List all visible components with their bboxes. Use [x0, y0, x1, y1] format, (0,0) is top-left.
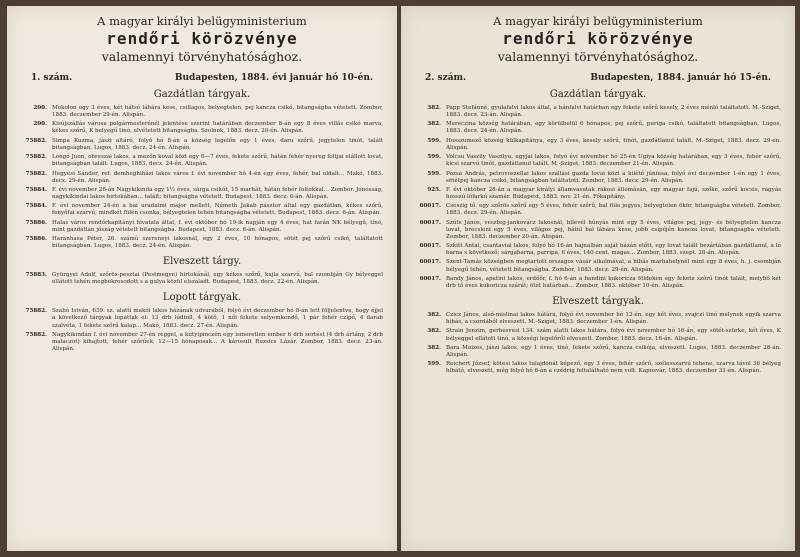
entry-text: Longó Juon, obreszai lakos, a mezőn koval közt egy 6—7 éves, fekete szőrű, hátán fehér nyereg foltjai elállott lovat, bitangságban talált. Lugos, 1883. decz. 24-én. Alispán.	[52, 154, 383, 168]
entry-number: 200.	[33, 105, 47, 111]
section-title: Gazdátlan tárgyak.	[153, 89, 251, 100]
entry-text: Gyürgyei Adolf, szőrös-pesztai (Pestmegye) birtokánál, egy kékes szőrű, kajla szarvú, bal czombján Gy bélyeggel ellátott tehén megbokrosodott s a gulya közül elszaladt. Budapest, 1883. decz. 22-én. Alispán.	[52, 272, 383, 286]
notice-entry	[21, 203, 383, 217]
entry-text: Mereczina község határában, egy körülbelül 6 hónapos, pej szőrű, puriga csikó, találtatott bitangságban. Lugos, 1883. decz. 24-én. Alispán.	[446, 121, 781, 135]
entry-number: 75882.	[25, 308, 47, 315]
issue-number: 1. szám.	[31, 73, 73, 83]
issue-meta	[425, 73, 771, 83]
issue-date: Budapesten, 1884. január hó 15-én.	[590, 73, 771, 83]
entry-number: 599.	[427, 137, 441, 144]
entry-number: 925.	[427, 186, 441, 193]
issue-date: Budapesten, 1884. évi január hó 10-én.	[174, 73, 373, 83]
notice-entry	[415, 361, 781, 375]
entry-text: Volcsu Vaszily Vaszilyu, ugyjai lakos, folyó évi november hó 25-én Ugiya község határában, egy 3 éves, fehér szőrű, kicsi szarvú tinót, gazdátlanul talált. M.-Sziget, 1883. deczember 21-én. Alispán.	[446, 154, 781, 168]
notice-entry	[415, 328, 781, 342]
entry-text: F. évi november 24-én a bai uradalmi major mellett, Németh Jakab pásztor által egy gazdátlan, kékes szőrű, fenyőfai szarvú, mindkét fülén csonka, bélyegtelen tehén bitangságba vétetett. Budapest, 1883. decz. 6-án. Alispán.	[52, 203, 383, 217]
ministry-line: A magyar királyi belügyministerium	[97, 14, 307, 28]
entry-number: 382.	[427, 328, 441, 335]
circular-page-1	[7, 6, 397, 551]
entry-number: 75886.	[25, 219, 47, 226]
notice-entry	[415, 243, 781, 257]
entry-text: Szent-Tamás községben megtartott országos vásár alkalmával, a hibás marhahelynél mint egy 8 éves, h. j. csombján bélyegű tehén, vétetett bitangságba. Zombor, 1883. decz. 29-én. Alispán.	[446, 259, 781, 273]
entry-text: Kisújszállás városa polgármesterénél jelentése szerint határában deczember 8-án egy 8 éves villás csikó marva, kékes szőrű, K belyegű tinó, elvétetett bitangságba. Szolnok, 1883. decz. 29-én. Alispán.	[52, 121, 383, 135]
notice-entry	[21, 171, 383, 185]
entry-number: 200.	[33, 121, 47, 128]
entry-number: 382.	[427, 344, 441, 351]
entry-number: 382.	[427, 105, 441, 111]
entry-text: Haranhasa Péter, 26. számú szereneyi lakosnál, egy 2 éves, 10 hónapos, sötét pej szőrű csikó, találtatott bitangságban. Lugos, 1883. decz. 24-én. Alispán.	[52, 236, 383, 250]
notice-entry	[21, 138, 383, 152]
notice-entry	[415, 154, 781, 168]
entry-text: Reichert József, kötesi lakos tulajdonát képező, egy 3 éves, fehér szőrű, szélesszarvú tehene, szarva távol 36 bélyeg hibátó, elveszett, még folyó hó 6-án a czédrig feltalálható nem volt. Kaposvár, 1883. deczember 31-én. Alispán.	[446, 361, 781, 375]
entry-text: Cseszig tő. egy szőrös szőrű egy 5 éves, fehér szőrű, bal füle jegyes, belyegtelen ökör, bitangságba vétetett. Zombor, 1883. decz. 29-én. Alispán.	[446, 203, 781, 217]
entry-number: 75882.	[25, 170, 47, 177]
entry-number: 75882.	[25, 137, 47, 144]
entry-text: Simpa Kuzma, jászi altáró, folyó hó 8-án a község legelőn egy 1 éves, daru szőrű, jegytelen tinót, talált bitangságban. Lugos, 1883. decz. 24-én. Alispán.	[52, 137, 383, 151]
notice-entry	[21, 272, 383, 286]
notice-entry	[21, 105, 383, 119]
notice-entry	[21, 236, 383, 250]
notice-entry	[415, 345, 781, 359]
notice-entry	[415, 138, 781, 152]
section-title: Elveszett tárgyak.	[552, 296, 644, 308]
entry-number: 75883.	[25, 272, 47, 279]
notice-entry	[415, 276, 781, 290]
notice-body	[401, 89, 795, 375]
notice-entry	[415, 105, 781, 119]
entry-text: Bara Moizes, jászi lakos, egy 1 éves, tinó, fekete szőrű, kancza csikója, elveszett. Lugos, 1883. deczember 28-án. Alispán.	[446, 344, 781, 358]
circular-title: rendőri körözvénye	[502, 29, 694, 48]
addressee-line: valamennyi törvényhatósághoz.	[101, 49, 303, 64]
entry-number: 60017.	[419, 243, 441, 250]
page-header	[7, 15, 397, 65]
entry-text: Szűts János, veszteg-jankovácz lakosnál, bilevél húnyás mint egy 5 éves, világos pej, jegy- és bélyegtelen kancza lovat, brecsleni egy 5 éves, világos pej, hátul bal lábára kese, jobb csípőjén kancza lovat, bitangságba vétetett. Zombor, 1883. deczember 20-án. Alispán.	[446, 219, 781, 240]
entry-number: 382.	[427, 121, 441, 128]
entry-text: Halas város rendőrkapitányi hivatala által, f. évi október hó 19-ik napján egy 4 éves, hat farán NK bélyegű, tinó, mint gazdátlan jószág vétetett bitangságba. Budapest, 1883. decz. 6-án. Alispán.	[52, 219, 383, 233]
notice-entry	[21, 220, 383, 234]
notice-entry	[21, 308, 383, 329]
notice-entry	[415, 259, 781, 273]
notice-entry	[21, 121, 383, 135]
entry-number: 599.	[427, 154, 441, 161]
entry-text: F. évi november 26-án Nagykikinda egy 1½ éves, sárga csikót, 15 marhát, hátán fehér foltokkal... Zombor. Jónosság, nagykikindai lakos birtokában... talált; bitangságba vétetett. Budapest, 1883. decz. 6-án. Alispán.	[52, 186, 383, 200]
notice-entry	[415, 171, 781, 185]
section-title: Elveszett tárgy.	[162, 256, 242, 268]
entry-number: 60017.	[419, 203, 441, 210]
entry-text: Hosszumező község külkapitánya, egy 3 éves, kesely szőrű, tinót, gazdátlanul talált. M.-Sziget, 1883. decz. 29-én. Alispán.	[446, 137, 781, 151]
entry-number: 60017.	[419, 219, 441, 226]
entry-text: Pozsa András, petrovoszellai lakos szállási gazda lovai közt a kilétő júniusa, folyó évi deczember 1-én egy 1 éves, sötétpej kancza csikó, bitangságban találtatott. Zombor, 1883. decz. 29-én. Alispán.	[446, 170, 781, 184]
notice-entry	[21, 187, 383, 201]
notice-entry	[415, 312, 781, 326]
notice-entry	[415, 121, 781, 135]
addressee-line: valamennyi törvényhatósághoz.	[497, 49, 699, 64]
notice-entry	[415, 187, 781, 201]
entry-text: Hegyesi Sándor, ref. demheghiházi lakos város f. évi november hó 4-én egy éves, fehér, bal oldalt... Makó, 1883. decz. 29-én. Alispán.	[52, 170, 383, 184]
section-title: Gazdátlan tárgyak.	[549, 89, 647, 100]
entry-text: Papp Stefánné, gyulafalvi lakos által, a bánfalvi határban egy fekete szőrű kesely, 2 éves ménló találtatott. M.-Sziget, 1883. decz. 23-án. Alispán.	[446, 105, 781, 119]
section-title: Lopott tárgyak.	[162, 292, 242, 304]
notice-entry	[415, 220, 781, 241]
circular-title: rendőri körözvénye	[106, 29, 298, 48]
entry-number: 75882.	[25, 154, 47, 161]
entry-number: 60017.	[419, 275, 441, 282]
notice-body	[7, 89, 397, 353]
entry-text: Bandy János, apatini lakos, erdőőr, f. hó 6-án a bandini kukoricza földeken egy fekete szőrű tinót talált, melybő két drb tő éves kukoricza szárát; ötét határban... Zombor, 1883. október 10-én. Alispán.	[446, 275, 781, 289]
issue-number: 2. szám.	[425, 73, 467, 83]
notice-entry	[21, 332, 383, 353]
entry-text: Czicz János, alsó-mislinai lakos hátára, folyó évi november hó 12-én, egy két éves, svajczi tinó melynek egyik szarva hibás, a csordából elveszett. M.-Sziget, 1883. deczember 1-én. Alispán.	[446, 312, 781, 326]
entry-number: 382.	[427, 312, 441, 319]
entry-text: Nagykikindán f. évi november 27-én reggel, a kutyipinczén egy ismeretlen ember 6 drb sertést (4 drb ártány, 2 drb malaczot) kihajtott, fehér szőrűek, 12—15 hónaposak... A károsult Ruzsics Lázár. Zombor, 1883. decz. 23-án. Alispán.	[52, 331, 383, 353]
entry-text: Strain Jenzim, gerbesvesi 134. szám alatti lakos hátára, folyó évi november hó 16-án, egy sötét-szürke, két éves, K bélyeggel ellátott tinó, a községi legelőről elveszett. Zombor, 1883. decz. 16-án. Alispán.	[446, 328, 781, 342]
notice-entry	[415, 203, 781, 217]
entry-text: F. évi október 28-án a magyar királyi államvasutak rákosi állomásán, egy magyar fajú, szőke, szőrű kocsis, ragyás hosszú lófarkú szamár. Budapest, 1883. nov. 21-én. Főkapitány.	[446, 186, 781, 200]
notice-entry	[21, 154, 383, 168]
entry-number: 75886.	[25, 236, 47, 242]
entry-number: 60017.	[419, 259, 441, 266]
entry-number: 599.	[427, 361, 441, 368]
entry-number: 75884.	[25, 186, 47, 193]
entry-number: 75884.	[25, 203, 47, 210]
ministry-line: A magyar királyi belügyministerium	[493, 14, 703, 28]
entry-number: 75882.	[25, 331, 47, 338]
circular-page-2	[401, 6, 795, 551]
entry-text: Szabó István, 639. sz. alatti makói lakos házának udvarából, folyó évi deczember hó 8-án lett följelentve, hogy éjjel a következő tárgyak lopattak el: 13 drb lúdtoll, 4 kötő, 1 női fekete selyemkendő, 1 pár fehér czipő, 4 darab szalvéta, 1 fekete szőrű kalap... Makó, 1883. decz. 27-én. Alispán.	[52, 308, 383, 329]
entry-text: Mokolon egy 3 éves, két hátsó lábára kese, csillagos, belyegtelen, pej kancza csikó, bitangságba vétetett. Zombor, 1883. deczember 29-én. Alispán.	[52, 105, 383, 119]
entry-number: 599.	[427, 170, 441, 177]
page-header	[401, 15, 795, 65]
issue-meta	[31, 73, 373, 83]
entry-text: Szkitt Antal, csantaviai lakos, folyó hó 16-án hajnalban saját házán előtt, egy lovat talált bezártában gazdátlanul, a ló barna s következő; sárgabarna, parripa, 6 éves, 140 cent. magas... Zombor, 1883. szept. 28-án. Alispán.	[446, 243, 781, 257]
